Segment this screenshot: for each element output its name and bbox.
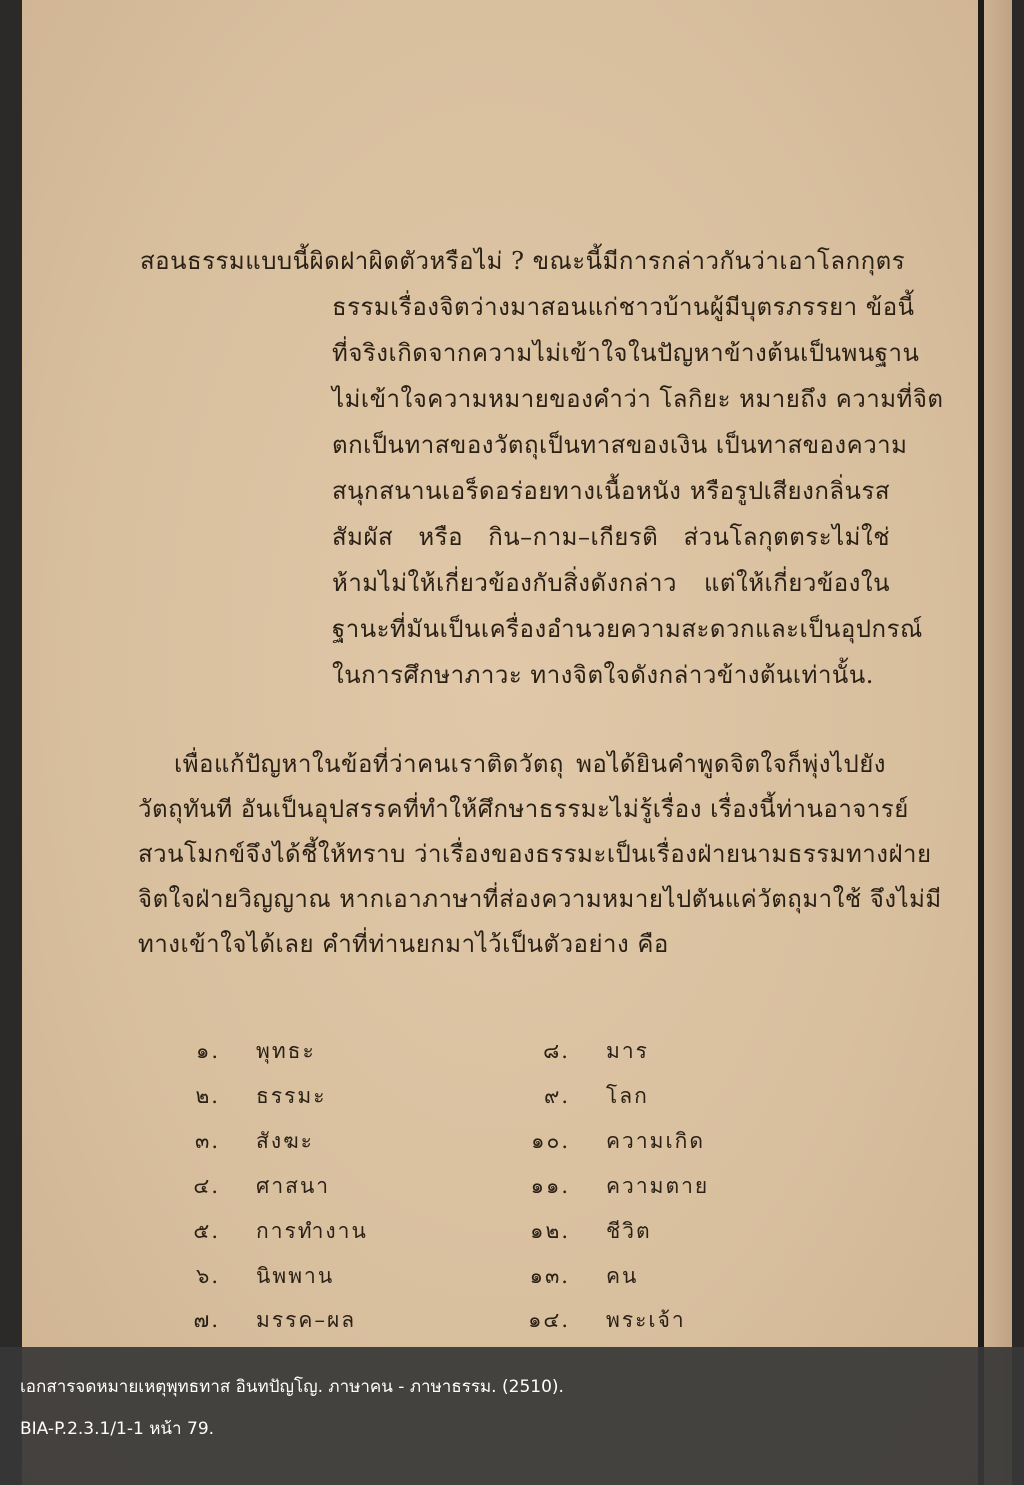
paragraph-2-line: จิตใจฝ่ายวิญญาณ หากเอาภาษาที่ส่องความหมายไปตันแค่วัตถุมาใช้ จึงไม่มี	[138, 885, 942, 913]
paragraph-1-line: ในการศึกษาภาวะ ทางจิตใจดังกล่าวข้างต้นเท่านั้น.	[332, 661, 874, 689]
list-term: ความเกิด	[606, 1129, 706, 1153]
paragraph-2-line: ทางเข้าใจได้เลย คำที่ท่านยกมาไว้เป็นตัวอย่าง คือ	[138, 930, 669, 958]
paragraph-1-line: สนุกสนานเอร็ดอร่อยทางเนื้อหนัง หรือรูปเสียงกลิ่นรส	[332, 477, 890, 505]
list-number: ๑๑.	[530, 1174, 570, 1198]
paragraph-2-line: เพื่อแก้ปัญหาในข้อที่ว่าคนเราติดวัตถุ พอได้ยินคำพูดจิตใจก็พุ่งไปยัง	[174, 750, 886, 778]
paragraph-2	[138, 742, 942, 967]
list-term: มรรค–ผล	[256, 1308, 357, 1332]
list-number: ๑๒.	[530, 1219, 570, 1243]
list-term: โลก	[606, 1084, 649, 1108]
list-number: ๔.	[193, 1174, 220, 1198]
list-term: ความตาย	[606, 1174, 710, 1198]
archive-caption	[0, 1347, 1024, 1485]
list-number: ๑๓.	[529, 1264, 570, 1288]
paragraph-2-line: วัตถุทันที อันเป็นอุปสรรคที่ทำให้ศึกษาธรรมะไม่รู้เรื่อง เรื่องนี้ท่านอาจารย์	[138, 795, 909, 823]
list-number: ๒.	[195, 1084, 220, 1108]
list-term: นิพพาน	[256, 1264, 335, 1288]
list-number: ๓.	[194, 1129, 220, 1153]
paragraph-1-line: ฐานะที่มันเป็นเครื่องอำนวยความสะดวกและเป็นอุปกรณ์	[332, 615, 923, 643]
paragraph-2-line: สวนโมกข์จึงได้ชี้ให้ทราบ ว่าเรื่องของธรรมะเป็นเรื่องฝ่ายนามธรรมทางฝ่าย	[138, 840, 932, 868]
paragraph-1-line: ตกเป็นทาสของวัตถุเป็นทาสของเงิน เป็นทาสของความ	[332, 431, 908, 459]
list-number: ๘.	[543, 1039, 570, 1063]
paragraph-1-line: สัมผัส หรือ กิน–กาม–เกียรติ ส่วนโลกุตตระไม่ใช่	[332, 523, 890, 551]
list-term: ชีวิต	[606, 1219, 652, 1243]
paragraph-1-line: สอนธรรมแบบนี้ผิดฝาผิดตัวหรือไม่ ? ขณะนี้มีการกล่าวกันว่าเอาโลกกุตร	[140, 247, 906, 275]
list-number: ๗.	[193, 1308, 220, 1332]
list-term: คน	[606, 1264, 639, 1288]
list-number: ๖.	[195, 1264, 220, 1288]
list-number: ๕.	[193, 1219, 220, 1243]
list-term: สังฆะ	[256, 1129, 314, 1153]
list-number: ๑.	[195, 1039, 220, 1063]
book-cover-edge	[1012, 0, 1024, 1485]
list-term: ศาสนา	[256, 1174, 331, 1198]
paragraph-1-line: ห้ามไม่ให้เกี่ยวข้องกับสิ่งดังกล่าว แต่ให้เกี่ยวข้องใน	[332, 569, 890, 597]
list-number: ๙.	[543, 1084, 570, 1108]
list-term: พุทธะ	[256, 1039, 316, 1063]
list-number: ๑๔.	[528, 1308, 570, 1332]
list-term: ธรรมะ	[256, 1084, 327, 1108]
paragraph-1-line: ที่จริงเกิดจากความไม่เข้าใจในปัญหาข้างต้นเป็นพนฐาน	[332, 339, 920, 367]
list-term: การทำงาน	[256, 1219, 368, 1243]
caption-citation: เอกสารจดหมายเหตุพุทธทาส อินทปัญโญ. ภาษาคน - ภาษาธรรม. (2510).	[20, 1377, 564, 1397]
list-term: พระเจ้า	[606, 1308, 686, 1332]
paragraph-1	[140, 238, 944, 698]
paragraph-1-line: ไม่เข้าใจความหมายของคำว่า โลกิยะ หมายถึง ความที่จิต	[332, 385, 944, 413]
list-term: มาร	[606, 1039, 649, 1063]
paragraph-1-line: ธรรมเรื่องจิตว่างมาสอนแก่ชาวบ้านผู้มีบุตรภรรยา ข้อนี้	[332, 293, 915, 321]
list-number: ๑๐.	[531, 1129, 570, 1153]
caption-reference: BIA-P.2.3.1/1-1 หน้า 79.	[20, 1419, 215, 1439]
next-page-edge	[984, 0, 1012, 1485]
